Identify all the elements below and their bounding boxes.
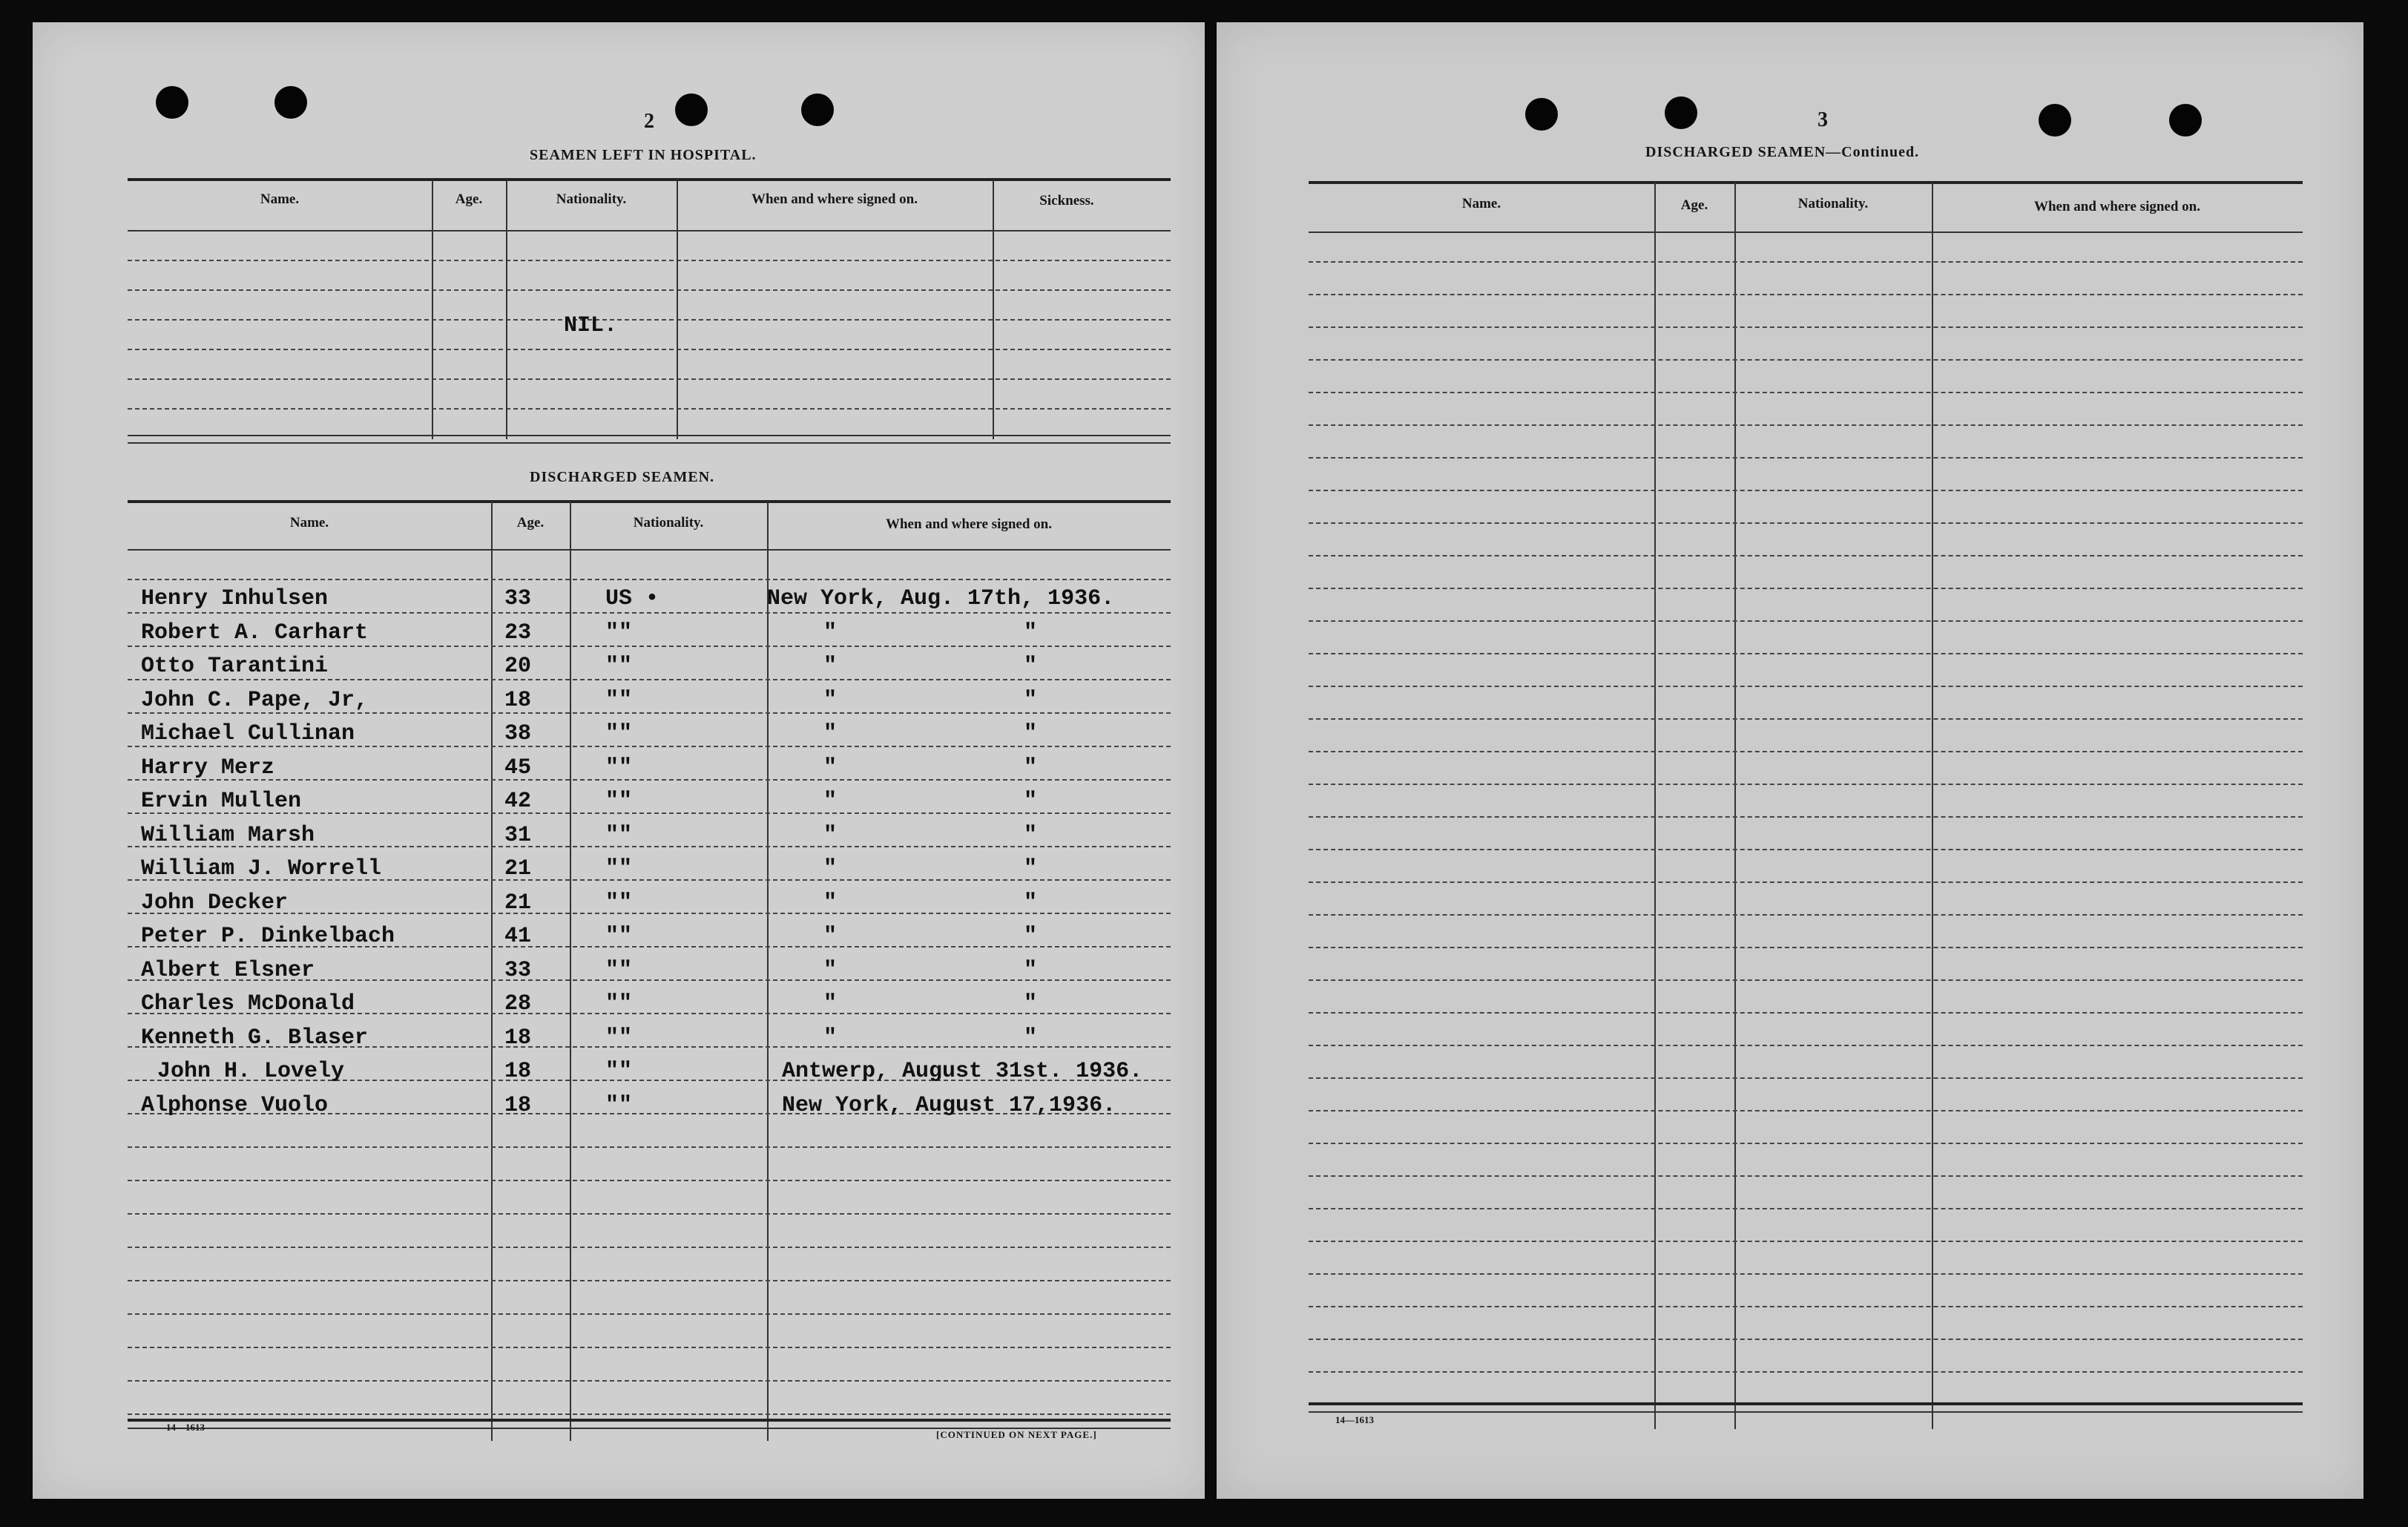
seaman-nationality: "" [605, 890, 633, 916]
column-header-age: Age. [1680, 197, 1708, 213]
column-header-signed-on: When and where signed on. [885, 516, 1052, 532]
seaman-name: Henry Inhulsen [141, 586, 329, 611]
discharged-continued-title: DISCHARGED SEAMEN—Continued. [1645, 144, 1920, 160]
seaman-nationality: "" [605, 755, 633, 781]
seaman-signed-on: " " [823, 1025, 1038, 1051]
seaman-age: 23 [504, 620, 532, 646]
right-page [1217, 22, 2363, 1499]
column-header-sickness: Sickness. [1039, 193, 1094, 208]
punch-hole-icon [1525, 98, 1558, 131]
seaman-name: Peter P. Dinkelbach [141, 924, 395, 949]
seaman-name: Kenneth G. Blaser [141, 1025, 369, 1051]
seaman-signed-on: " " [823, 823, 1038, 848]
continued-note: [CONTINUED ON NEXT PAGE.] [936, 1429, 1097, 1440]
seaman-name: Otto Tarantini [141, 654, 329, 679]
seaman-signed-on: " " [823, 890, 1038, 916]
seaman-name: Albert Elsner [141, 958, 315, 983]
seaman-name: Harry Merz [141, 755, 275, 781]
seaman-nationality: "" [605, 721, 633, 746]
seaman-age: 41 [504, 924, 532, 949]
seaman-signed-on: " " [823, 924, 1038, 949]
seaman-nationality: "" [605, 856, 633, 881]
column-header-age: Age. [455, 191, 483, 207]
seaman-signed-on: " " [823, 958, 1038, 983]
punch-hole-icon [274, 86, 307, 119]
left-page [33, 22, 1205, 1499]
seaman-nationality: "" [605, 654, 633, 679]
seaman-signed-on: " " [823, 688, 1038, 713]
seaman-signed-on: " " [823, 991, 1038, 1017]
seaman-age: 18 [504, 1025, 532, 1051]
seaman-age: 33 [504, 958, 532, 983]
seaman-name: John Decker [141, 890, 289, 916]
column-header-nationality: Nationality. [633, 515, 704, 531]
seaman-signed-on: " " [823, 620, 1038, 646]
seaman-signed-on: " " [823, 721, 1038, 746]
seaman-signed-on: Antwerp, August 31st. 1936. [782, 1059, 1143, 1084]
seaman-nationality: "" [605, 1059, 633, 1084]
seaman-name: John C. Pape, Jr, [141, 688, 369, 713]
punch-hole-icon [2169, 104, 2202, 137]
column-header-name: Name. [289, 515, 329, 531]
seaman-age: 20 [504, 654, 532, 679]
column-header-name: Name. [1461, 196, 1501, 211]
page-number: 3 [1817, 108, 1828, 131]
discharged-section-title: DISCHARGED SEAMEN. [530, 469, 715, 485]
seaman-age: 38 [504, 721, 532, 746]
hospital-section-title: SEAMEN LEFT IN HOSPITAL. [530, 147, 757, 163]
hospital-nil-entry: NIL. [564, 313, 618, 338]
seaman-name: William Marsh [141, 823, 315, 848]
column-header-signed-on: When and where signed on. [751, 191, 918, 207]
seaman-name: Charles McDonald [141, 991, 355, 1017]
seaman-nationality: "" [605, 958, 633, 983]
seaman-signed-on: New York, August 17,1936. [782, 1093, 1116, 1118]
column-header-name: Name. [260, 191, 300, 207]
seaman-nationality: "" [605, 1025, 633, 1051]
seaman-nationality: US • [605, 586, 659, 611]
seaman-age: 18 [504, 1059, 532, 1084]
seaman-nationality: "" [605, 823, 633, 848]
seaman-age: 28 [504, 991, 532, 1017]
punch-hole-icon [2039, 104, 2071, 137]
seaman-name: Michael Cullinan [141, 721, 355, 746]
column-header-age: Age. [516, 515, 545, 531]
seaman-age: 33 [504, 586, 532, 611]
punch-hole-icon [1665, 96, 1697, 129]
seaman-signed-on: New York, Aug. 17th, 1936. [767, 586, 1115, 611]
column-header-signed-on: When and where signed on. [2033, 199, 2200, 214]
seaman-age: 18 [504, 1093, 532, 1118]
seaman-nationality: "" [605, 789, 633, 814]
column-header-nationality: Nationality. [1797, 196, 1869, 211]
seaman-age: 31 [504, 823, 532, 848]
seaman-name: William J. Worrell [141, 856, 382, 881]
seaman-name: John H. Lovely [157, 1059, 345, 1084]
seaman-age: 18 [504, 688, 532, 713]
seaman-signed-on: " " [823, 654, 1038, 679]
seaman-age: 45 [504, 755, 532, 781]
form-code: 14—1613 [1335, 1414, 1374, 1425]
seaman-signed-on: " " [823, 856, 1038, 881]
seaman-nationality: "" [605, 1093, 633, 1118]
seaman-age: 42 [504, 789, 532, 814]
seaman-signed-on: " " [823, 755, 1038, 781]
seaman-signed-on: " " [823, 789, 1038, 814]
seaman-nationality: "" [605, 620, 633, 646]
punch-hole-icon [156, 86, 188, 119]
seaman-nationality: "" [605, 688, 633, 713]
form-code: 14—1613 [166, 1422, 205, 1433]
seaman-nationality: "" [605, 991, 633, 1017]
seaman-nationality: "" [605, 924, 633, 949]
punch-hole-icon [675, 93, 708, 126]
seaman-name: Alphonse Vuolo [141, 1093, 329, 1118]
seaman-name: Robert A. Carhart [141, 620, 369, 646]
seaman-name: Ervin Mullen [141, 789, 302, 814]
column-header-nationality: Nationality. [556, 191, 627, 207]
punch-hole-icon [801, 93, 834, 126]
page-number: 2 [644, 110, 654, 133]
seaman-age: 21 [504, 856, 532, 881]
seaman-age: 21 [504, 890, 532, 916]
